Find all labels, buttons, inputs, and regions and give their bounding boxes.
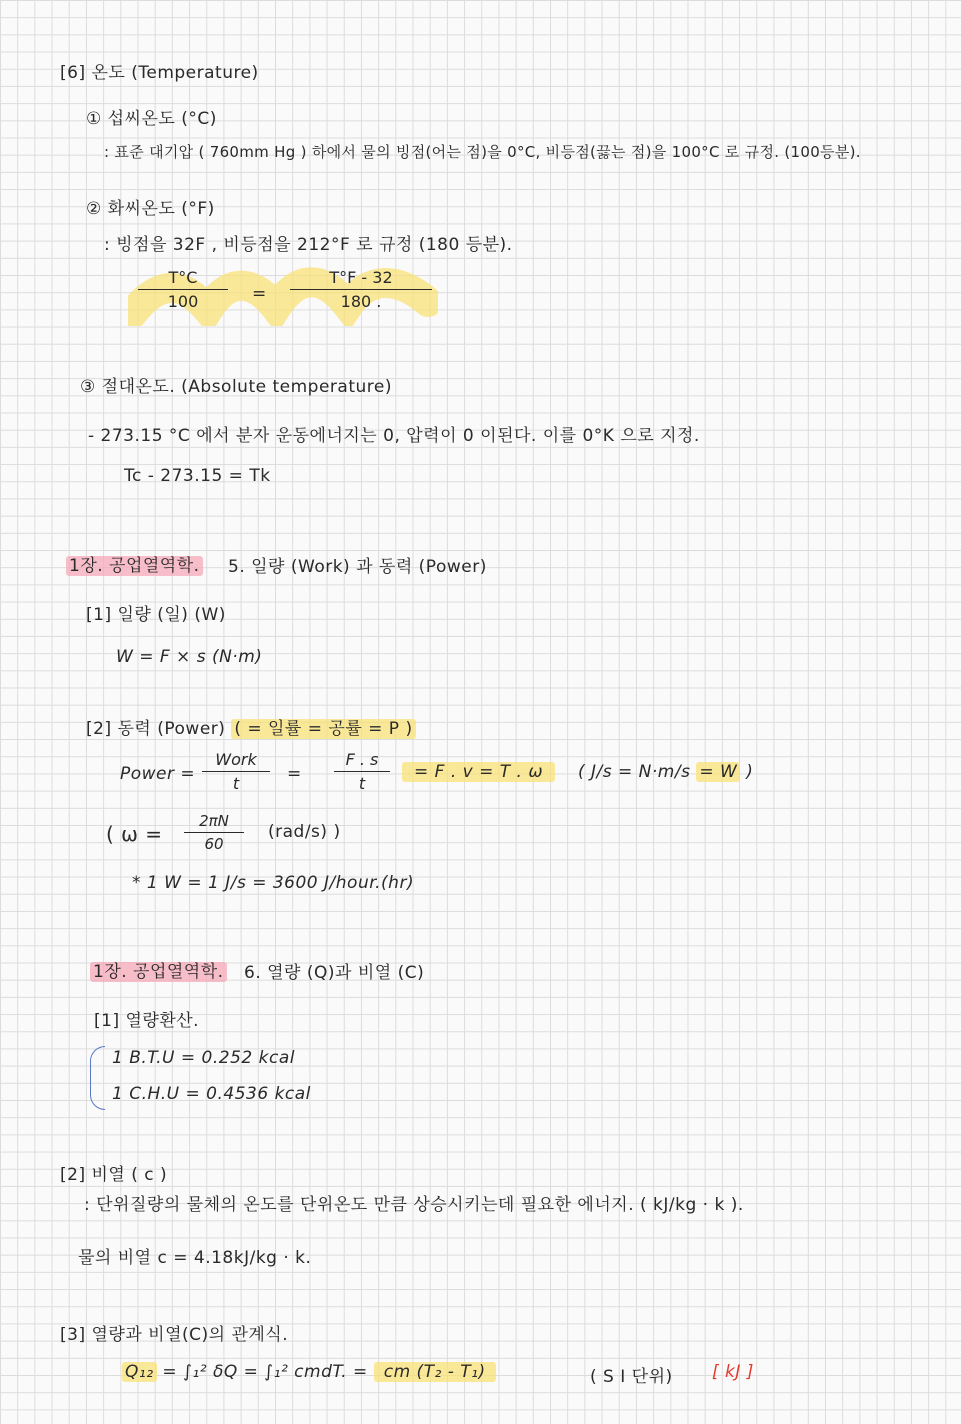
celsius-fraction bbox=[138, 268, 228, 311]
power-units-label: ( J/s = N·m/s bbox=[578, 762, 691, 782]
omega-fraction-numerator: 2πN bbox=[184, 812, 244, 833]
power-title-synonyms: ( = 일률 = 공률 = P ) bbox=[231, 719, 415, 739]
power-units-close: ) bbox=[746, 762, 754, 782]
power-rhs bbox=[402, 762, 555, 782]
brace-bracket bbox=[90, 1046, 105, 1110]
equals-sign: = bbox=[252, 284, 267, 304]
absolute-temperature-description: - 273.15 °C 에서 분자 운동에너지는 0, 압력이 0 이된다. 이를 0°K 으로 지정. bbox=[88, 426, 700, 446]
force-distance-numerator: F . s bbox=[334, 750, 390, 772]
celsius-fraction-numerator: T°C bbox=[138, 268, 228, 290]
relation-title: [3] 열량과 비열(C)의 관계식. bbox=[60, 1325, 289, 1345]
power-rhs-highlight: = F . v = T . ω bbox=[402, 762, 555, 782]
chapter-tag-2-label: 1장. 공업열역학. bbox=[90, 962, 227, 982]
work-over-time-numerator: Work bbox=[202, 750, 270, 772]
water-specific-heat: 물의 비열 c = 4.18kJ/kg · k. bbox=[78, 1248, 312, 1268]
work-title: [1] 일량 (일) (W) bbox=[86, 605, 226, 625]
chu-conversion: 1 C.H.U = 0.4536 kcal bbox=[112, 1084, 311, 1104]
q12-symbol: Q₁₂ bbox=[122, 1362, 157, 1382]
btu-conversion: 1 B.T.U = 0.252 kcal bbox=[112, 1048, 295, 1068]
chapter-tag-2 bbox=[90, 957, 227, 982]
fahrenheit-fraction-numerator: T°F - 32 bbox=[290, 268, 432, 290]
specific-heat-title: [2] 비열 ( c ) bbox=[60, 1165, 168, 1185]
celsius-title: ① 섭씨온도 (°C) bbox=[86, 109, 217, 129]
omega-fraction-denominator: 60 bbox=[204, 835, 224, 853]
power-units-watt: = W bbox=[696, 762, 740, 782]
power-title-label: [2] 동력 (Power) bbox=[86, 719, 226, 739]
relation-formula bbox=[122, 1362, 496, 1382]
force-distance-denominator: t bbox=[358, 774, 366, 793]
absolute-temperature-formula: Tc - 273.15 = Tk bbox=[124, 466, 271, 486]
fahrenheit-fraction bbox=[290, 268, 432, 311]
power-watt-note: * 1 W = 1 J/s = 3600 J/hour.(hr) bbox=[132, 873, 415, 893]
fahrenheit-title: ② 화씨온도 (°F) bbox=[86, 199, 215, 219]
specific-heat-description: : 단위질량의 물체의 온도를 단위온도 만큼 상승시키는데 필요한 에너지. ( kJ/kg · k ). bbox=[84, 1195, 744, 1215]
fahrenheit-fraction-denominator: 180 . bbox=[340, 292, 382, 311]
relation-integrals: = ∫₁² δQ = ∫₁² cmdT. = bbox=[162, 1362, 368, 1382]
force-distance-fraction bbox=[334, 750, 390, 793]
omega-open: ( ω = bbox=[106, 822, 163, 846]
chapter-tag bbox=[66, 551, 203, 576]
omega-fraction bbox=[184, 812, 244, 853]
work-over-time-fraction bbox=[202, 750, 270, 793]
section-heat-title: 6. 열량 (Q)과 비열 (C) bbox=[244, 963, 425, 983]
power-lhs: Power = bbox=[120, 764, 196, 784]
section-work-power-title: 5. 일량 (Work) 과 동력 (Power) bbox=[228, 557, 487, 577]
power-title bbox=[86, 714, 416, 739]
section-temperature-title: [6] 온도 (Temperature) bbox=[60, 63, 259, 83]
fahrenheit-description: : 빙점을 32F , 비등점을 212°F 로 규정 (180 등분). bbox=[104, 235, 513, 255]
heat-conversion-title: [1] 열량환산. bbox=[94, 1011, 200, 1031]
celsius-description: : 표준 대기압 ( 760mm Hg ) 하에서 물의 빙점(어는 점)을 0°C, 비등점(끓는 점)을 100°C 로 규정. (100등분). bbox=[104, 143, 861, 161]
power-units bbox=[578, 762, 753, 782]
work-formula: W = F × s (N·m) bbox=[116, 647, 263, 667]
kilojoule-unit: [ kJ ] bbox=[712, 1362, 754, 1382]
power-equals: = bbox=[287, 764, 302, 784]
si-unit-label: ( S I 단위) bbox=[590, 1367, 673, 1387]
chapter-tag-label: 1장. 공업열역학. bbox=[66, 556, 203, 576]
celsius-fraction-denominator: 100 bbox=[167, 292, 199, 311]
work-over-time-denominator: t bbox=[232, 774, 240, 793]
relation-result: cm (T₂ - T₁) bbox=[374, 1362, 496, 1382]
omega-units: (rad/s) ) bbox=[268, 822, 341, 842]
absolute-temperature-title: ③ 절대온도. (Absolute temperature) bbox=[80, 377, 392, 397]
